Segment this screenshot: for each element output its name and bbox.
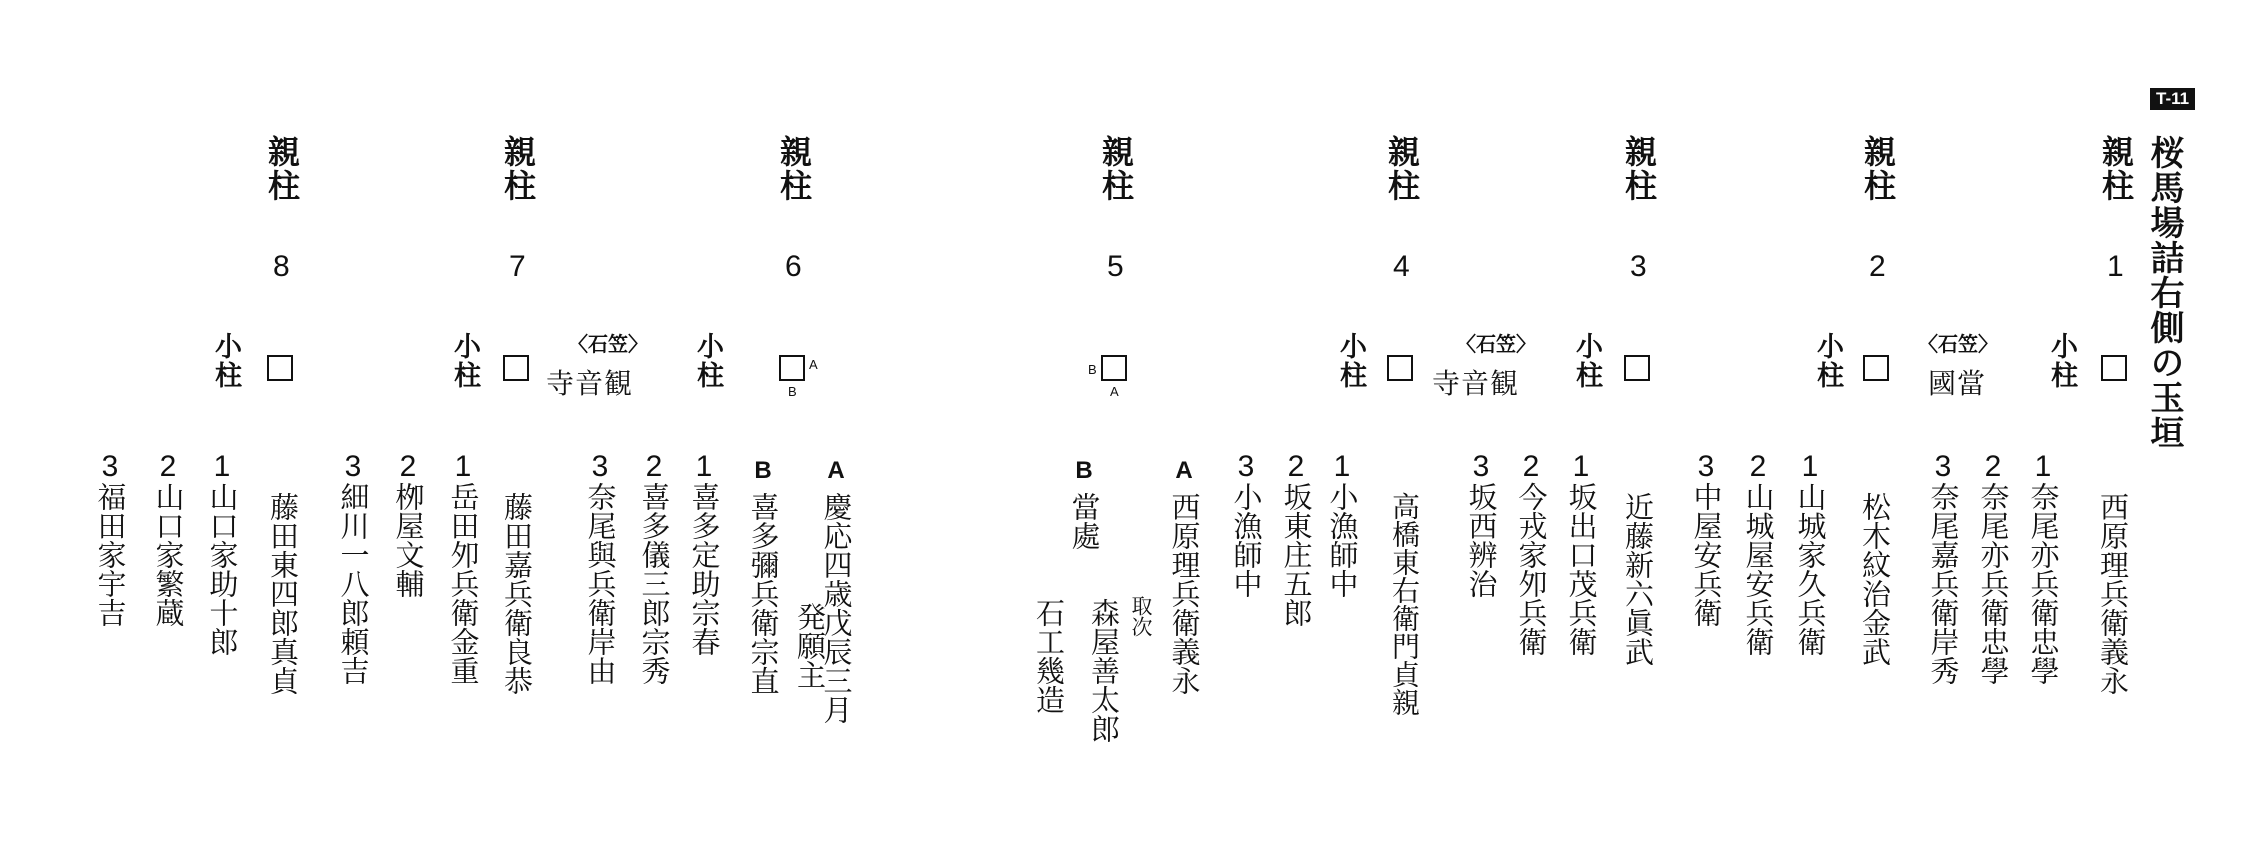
list-item (150, 452, 186, 627)
pillar-name-1: 西原理兵衛義永 (2096, 492, 2130, 695)
pillar-number-3: 3 (1630, 250, 1647, 283)
pillar-number-1: 1 (2107, 250, 2124, 283)
pillar-5-marker-a: A (1110, 384, 1119, 399)
list-item (335, 452, 371, 685)
entry-index: B (1075, 457, 1093, 484)
kobashira-label-6: 小柱 (449, 332, 480, 390)
entry-text: 奈尾嘉兵衛岸秀 (1926, 482, 1961, 685)
pillar-box-2 (1863, 355, 1889, 381)
entry-text: 中屋安兵衛 (1689, 482, 1724, 627)
entry-text: 奈尾與兵衛岸由 (583, 482, 618, 685)
list-item (1278, 452, 1314, 627)
pillar-number-4: 4 (1393, 250, 1410, 283)
pillar-box-5 (1101, 355, 1127, 381)
kasa-text-3: 寺音観 (546, 367, 634, 400)
entry-index: 1 (454, 450, 472, 483)
list-item (686, 452, 722, 656)
list-item (1324, 452, 1360, 598)
entry-text: 慶応四歳戊辰三月 (819, 492, 854, 724)
ishigasa-label-3: 〈石笠〉 (568, 332, 648, 356)
entry-index: B (754, 457, 772, 484)
oyabashira-header-1: 親柱 (2097, 135, 2135, 203)
list-item (1166, 456, 1202, 695)
kobashira-label-4: 小柱 (1335, 332, 1366, 390)
entry-text: 山城家久兵衛 (1793, 482, 1828, 656)
pillar-number-6: 6 (785, 250, 802, 283)
entry-text: 當處 (1067, 492, 1102, 550)
pillar-box-6 (779, 355, 805, 381)
entry-text: 坂東庄五郎 (1279, 482, 1314, 627)
pillar-box-8 (267, 355, 293, 381)
page-title: 桜馬場詰右側の玉垣 (2144, 135, 2184, 450)
ishigasa-label-1: 〈石笠〉 (1918, 332, 1998, 356)
entry-index: 3 (591, 450, 609, 483)
list-item (1563, 452, 1599, 656)
list-item (1513, 452, 1549, 656)
pillar-name-8: 藤田東四郎真貞 (266, 492, 300, 695)
oyabashira-header-6: 親柱 (775, 135, 813, 203)
entry-index: 3 (1934, 450, 1952, 483)
entry-index: 2 (1287, 450, 1305, 483)
oyabashira-header-5: 親柱 (1097, 135, 1135, 203)
list-item (1463, 452, 1499, 598)
pillar-name-2: 松木紋治金武 (1858, 492, 1892, 666)
list-item (2025, 452, 2061, 685)
entry-text: 山口家助十郎 (205, 482, 240, 656)
list-item (1975, 452, 2011, 685)
kasa-text-2: 寺音観 (1432, 367, 1520, 400)
entry-text: 西原理兵衛義永 (1167, 492, 1202, 695)
kobashira-label-7: 小柱 (210, 332, 241, 390)
entry-text: 山城屋安兵衛 (1741, 482, 1776, 656)
entry-text: 発願主 (793, 602, 827, 689)
list-item (1066, 456, 1102, 550)
kobashira-label-1: 小柱 (2046, 332, 2077, 390)
kobashira-label-5: 小柱 (692, 332, 723, 390)
pillar-name-7: 藤田嘉兵衛良恭 (500, 492, 534, 695)
list-item (745, 456, 781, 695)
list-item (1688, 452, 1724, 627)
entry-index: 2 (159, 450, 177, 483)
entry-note: 取次 (1129, 595, 1153, 637)
entry-text: 小漁師中 (1229, 482, 1264, 598)
entry-text: 喜多儀三郎宗秀 (637, 482, 672, 685)
kobashira-label-3: 小柱 (1571, 332, 1602, 390)
kasa-text-1: 國當 (1928, 367, 1987, 400)
entry-index: 1 (213, 450, 231, 483)
list-item (390, 452, 426, 598)
entry-index: 3 (1237, 450, 1255, 483)
pillar-number-5: 5 (1107, 250, 1124, 283)
entry-text: 今戎家夘兵衛 (1514, 482, 1549, 656)
entry-text: 小漁師中 (1325, 482, 1360, 598)
entry-text: 坂西辨治 (1464, 482, 1499, 598)
entry-index: 1 (2034, 450, 2052, 483)
entry-index: A (1175, 457, 1193, 484)
pillar-number-7: 7 (509, 250, 526, 283)
entry-index: A (827, 457, 845, 484)
pillar-box-4 (1387, 355, 1413, 381)
entry-text: 細川一八郎頼吉 (336, 482, 371, 685)
pillar-6-marker-b: B (788, 384, 797, 399)
list-item (204, 452, 240, 656)
entry-index: 1 (1572, 450, 1590, 483)
entry-index: 3 (344, 450, 362, 483)
entry-index: 3 (1472, 450, 1490, 483)
list-item (92, 452, 128, 627)
entry-text: 岳田夘兵衛金重 (446, 482, 481, 685)
pillar-name-4: 高橋東右衛門貞親 (1388, 492, 1421, 716)
pillar-name-3: 近藤新六眞武 (1621, 492, 1655, 666)
entry-index: 2 (1522, 450, 1540, 483)
entry-text: 山口家繁蔵 (151, 482, 186, 627)
pillar-number-2: 2 (1869, 250, 1886, 283)
pillar-box-7 (503, 355, 529, 381)
entry-text: 喜多彌兵衛宗直 (746, 492, 781, 695)
oyabashira-header-2: 親柱 (1859, 135, 1897, 203)
entry-index: 1 (695, 450, 713, 483)
pillar-number-8: 8 (273, 250, 290, 283)
kobashira-label-2: 小柱 (1812, 332, 1843, 390)
entry-text: 森屋善太郎 (1087, 598, 1121, 743)
pillar-5-marker-b: B (1088, 362, 1097, 377)
entry-index: 1 (1801, 450, 1819, 483)
entry-text: 坂出口茂兵衛 (1564, 482, 1599, 656)
entry-index: 2 (1749, 450, 1767, 483)
pillar-6-marker-a: A (809, 357, 818, 372)
entry-text: 奈尾亦兵衛忠學 (2026, 482, 2061, 685)
entry-index: 1 (1333, 450, 1351, 483)
oyabashira-header-3: 親柱 (1620, 135, 1658, 203)
list-item (1228, 452, 1264, 598)
list-item (1740, 452, 1776, 656)
entry-text: 奈尾亦兵衛忠學 (1976, 482, 2011, 685)
entry-text: 栁屋文輔 (391, 482, 426, 598)
entry-text: 福田家宇吉 (93, 482, 128, 627)
ishigasa-label-2: 〈石笠〉 (1456, 332, 1536, 356)
entry-index: 2 (399, 450, 417, 483)
list-item (445, 452, 481, 685)
oyabashira-header-4: 親柱 (1383, 135, 1421, 203)
list-item (1925, 452, 1961, 685)
list-item (582, 452, 618, 685)
oyabashira-header-7: 親柱 (499, 135, 537, 203)
pillar-box-3 (1624, 355, 1650, 381)
list-item (1792, 452, 1828, 656)
oyabashira-header-8: 親柱 (263, 135, 301, 203)
page-badge: T-11 (2150, 88, 2195, 110)
entry-index: 2 (1984, 450, 2002, 483)
pillar-box-1 (2101, 355, 2127, 381)
entry-index: 3 (1697, 450, 1715, 483)
entry-index: 2 (645, 450, 663, 483)
entry-text: 喜多定助宗春 (687, 482, 722, 656)
entry-text: 石工幾造 (1032, 598, 1066, 714)
entry-index: 3 (101, 450, 119, 483)
list-item (636, 452, 672, 685)
